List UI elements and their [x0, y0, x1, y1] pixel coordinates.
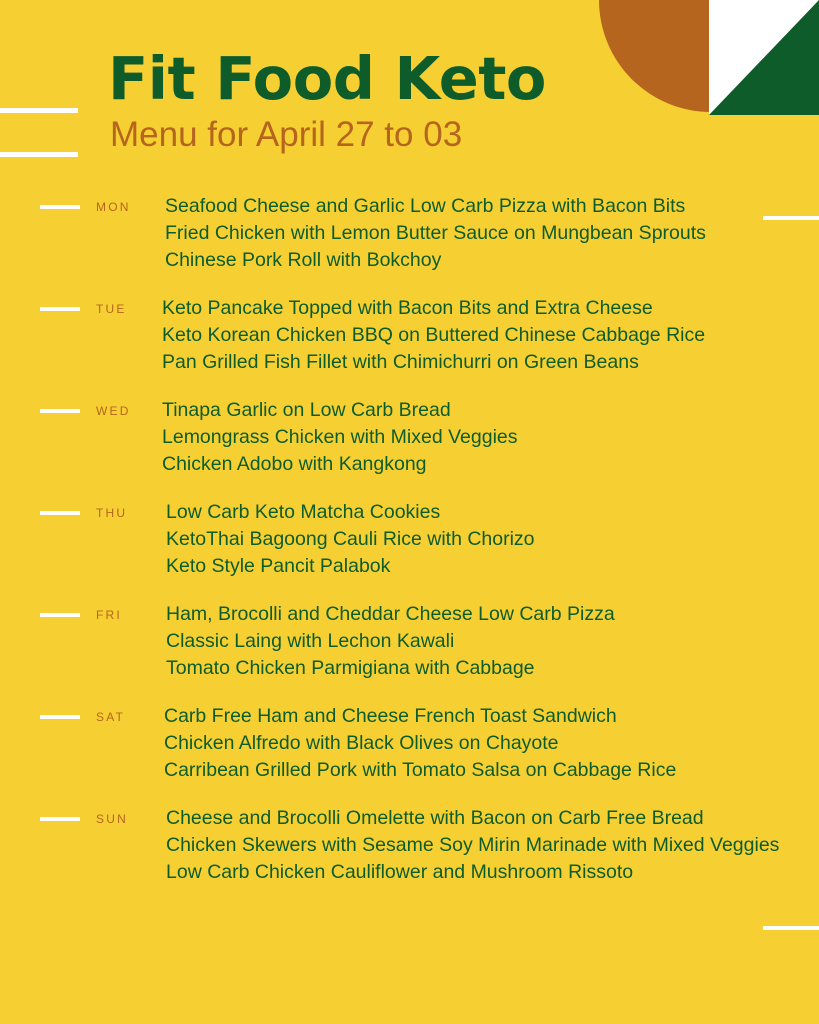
- day-rule: [40, 511, 80, 515]
- menu-item: Classic Laing with Lechon Kawali: [166, 630, 455, 652]
- decorative-dash-top-2: [0, 152, 78, 157]
- day-rule: [40, 817, 80, 821]
- menu-item: Seafood Cheese and Garlic Low Carb Pizza with Bacon Bits: [165, 195, 686, 217]
- day-items: [162, 397, 780, 478]
- day-marker: [40, 295, 165, 316]
- day-label: THU: [96, 506, 128, 520]
- day-label: MON: [96, 200, 131, 214]
- day-items: [162, 295, 780, 376]
- menu-day-block: [40, 805, 780, 886]
- menu-item: Ham, Brocolli and Cheddar Cheese Low Carb Pizza: [166, 603, 615, 625]
- menu-day-block: [40, 193, 780, 274]
- day-rule: [40, 307, 80, 311]
- menu-item: Carribean Grilled Pork with Tomato Salsa on Cabbage Rice: [164, 759, 677, 781]
- day-label: FRI: [96, 608, 122, 622]
- day-rule: [40, 409, 80, 413]
- day-items: [165, 193, 780, 274]
- menu-day-block: [40, 397, 780, 478]
- menu-item: Tinapa Garlic on Low Carb Bread: [162, 399, 451, 421]
- day-rule: [40, 715, 80, 719]
- menu-item: Pan Grilled Fish Fillet with Chimichurri on Green Beans: [162, 351, 639, 373]
- menu-list: [40, 193, 780, 907]
- menu-item: Keto Pancake Topped with Bacon Bits and Extra Cheese: [162, 297, 653, 319]
- menu-item: Keto Korean Chicken BBQ on Buttered Chinese Cabbage Rice: [162, 324, 706, 346]
- day-label: SAT: [96, 710, 126, 724]
- day-items: [166, 601, 780, 682]
- decorative-dash-right-2: [763, 926, 819, 930]
- page-title: Fit Food Keto: [108, 44, 546, 113]
- day-label: TUE: [96, 302, 127, 316]
- day-label: SUN: [96, 812, 128, 826]
- corner-decoration: [599, 0, 819, 115]
- day-rule: [40, 205, 80, 209]
- menu-item: Low Carb Keto Matcha Cookies: [166, 501, 441, 523]
- menu-day-block: [40, 295, 780, 376]
- day-marker: [40, 499, 165, 520]
- menu-item: Chicken Alfredo with Black Olives on Chayote: [164, 732, 559, 754]
- page-subtitle: Menu for April 27 to 03: [110, 114, 463, 154]
- menu-day-block: [40, 499, 780, 580]
- menu-item: Chicken Skewers with Sesame Soy Mirin Marinade with Mixed Veggies: [166, 834, 780, 856]
- menu-item: Carb Free Ham and Cheese French Toast Sandwich: [164, 705, 617, 727]
- menu-day-block: [40, 703, 780, 784]
- menu-item: Chicken Adobo with Kangkong: [162, 453, 427, 475]
- day-items: [166, 499, 780, 580]
- day-items: [166, 805, 780, 886]
- menu-item: KetoThai Bagoong Cauli Rice with Chorizo: [166, 528, 535, 550]
- menu-item: Cheese and Brocolli Omelette with Bacon on Carb Free Bread: [166, 807, 704, 829]
- menu-item: Low Carb Chicken Cauliflower and Mushroom Rissoto: [166, 861, 634, 883]
- day-rule: [40, 613, 80, 617]
- day-marker: [40, 805, 165, 826]
- menu-day-block: [40, 601, 780, 682]
- menu-item: Fried Chicken with Lemon Butter Sauce on Mungbean Sprouts: [165, 222, 706, 244]
- day-marker: [40, 703, 165, 724]
- menu-item: Chinese Pork Roll with Bokchoy: [165, 249, 442, 271]
- menu-item: Keto Style Pancit Palabok: [166, 555, 391, 577]
- day-items: [164, 703, 780, 784]
- day-marker: [40, 193, 165, 214]
- menu-item: Tomato Chicken Parmigiana with Cabbage: [166, 657, 535, 679]
- day-label: WED: [96, 404, 131, 418]
- header: [108, 44, 546, 154]
- decorative-dash-top-1: [0, 108, 78, 113]
- day-marker: [40, 601, 165, 622]
- menu-item: Lemongrass Chicken with Mixed Veggies: [162, 426, 518, 448]
- day-marker: [40, 397, 165, 418]
